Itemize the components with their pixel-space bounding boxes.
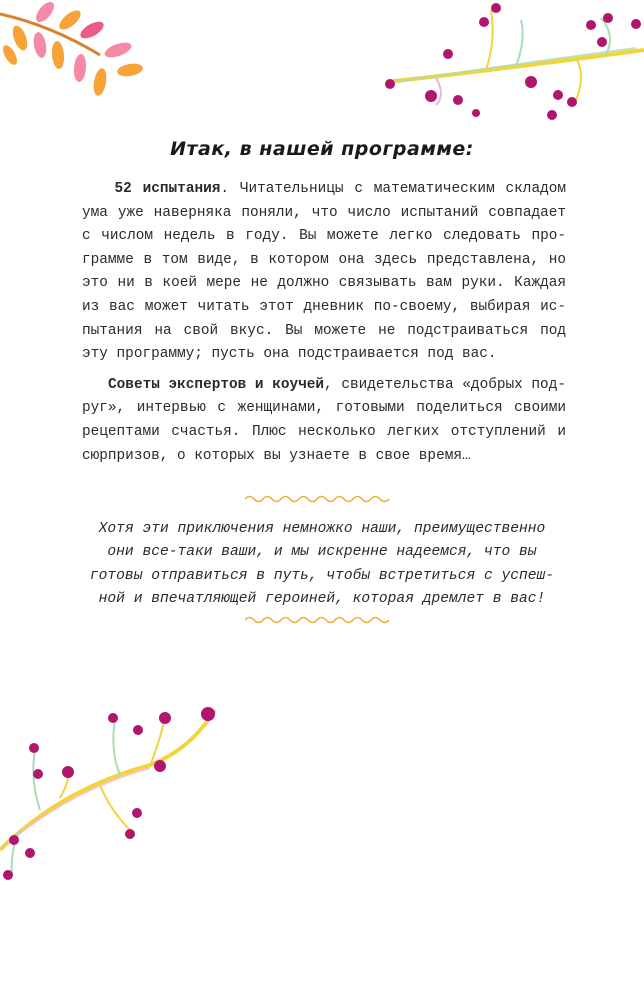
text-line: пытания на свой вкус. Вы можете не подстраиваться под xyxy=(82,322,566,339)
body-text xyxy=(82,178,566,475)
text-line: грамме в том виде, в котором она здесь представлена, но xyxy=(82,251,566,268)
text-line: из вас может читать этот дневник по-своему, выбирая ис- xyxy=(82,298,566,315)
text-line: Советы экспертов и коучей, свидетельства «добрых под- xyxy=(108,376,566,393)
quote-line: они все-таки ваши, и мы искренне надеемся, что вы xyxy=(107,544,537,561)
text-line: рецептами счастья. Плюс несколько легких отступлений и xyxy=(82,423,566,440)
text-line: ума уже наверняка поняли, что число испытаний совпадает xyxy=(82,204,566,221)
text-line: руг», интервью с женщинами, готовыми поделиться своими xyxy=(82,400,566,417)
berry-branch-decoration-bottom xyxy=(0,670,230,890)
paragraph-challenges xyxy=(82,178,566,367)
leaf-branch-decoration xyxy=(0,0,160,110)
lead-experts-coaches: Советы экспертов и коучей xyxy=(108,376,325,393)
quote-line: ной и впечатляющей героиней, которая дремлет в вас! xyxy=(98,591,546,608)
closing-quote xyxy=(60,518,584,612)
text-line: это ни в коей мере не должно связывать вам руки. Каждая xyxy=(82,275,566,292)
text-line: сюрпризов, о которых вы узнаете в свое время… xyxy=(82,447,471,464)
text-line: эту программу; пусть она подстраивается под вас. xyxy=(82,346,497,363)
section-heading: Итак, в нашей программе: xyxy=(170,138,474,160)
wavy-divider-top xyxy=(245,494,391,504)
paragraph-experts xyxy=(82,374,566,468)
quote-line: Хотя эти приключения немножко наши, преимущественно xyxy=(98,521,546,537)
lead-52-challenges: 52 испытания xyxy=(114,181,221,197)
text-line: с числом недель в году. Вы можете легко следовать про- xyxy=(82,228,566,245)
quote-line: готовы отправиться в путь, чтобы встретиться с успеш- xyxy=(89,567,555,584)
wavy-divider-bottom xyxy=(245,615,391,625)
berry-branch-decoration xyxy=(376,0,644,130)
leaf-cluster xyxy=(0,0,144,97)
text-line: 52 испытания. Читательницы с математическим складом xyxy=(114,181,566,197)
